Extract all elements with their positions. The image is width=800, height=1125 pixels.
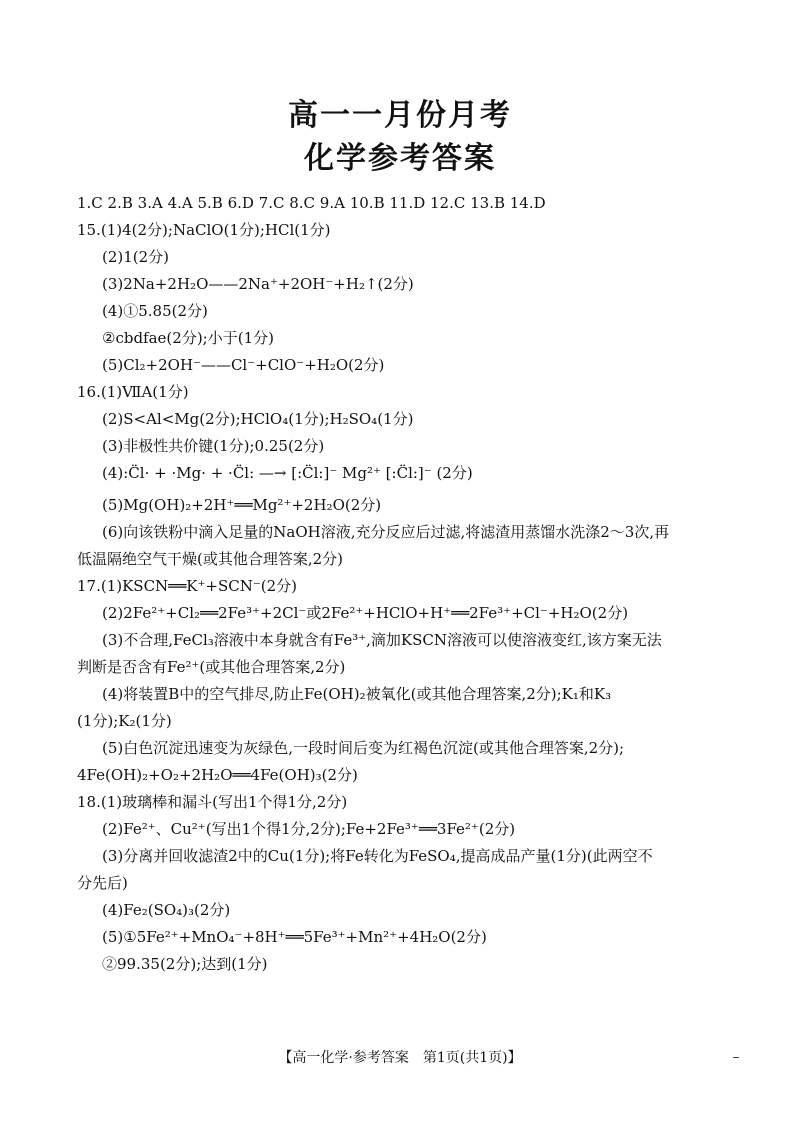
answer-line: ②cbdfae(2分);小于(1分) — [102, 329, 274, 347]
answer-line: 17.(1)KSCN══K⁺+SCN⁻(2分) — [77, 577, 297, 595]
answer-line: (4)①5.85(2分) — [102, 302, 208, 320]
answer-line: 1.C 2.B 3.A 4.A 5.B 6.D 7.C 8.C 9.A 10.B 11.D 12.C 13.B 14.D — [77, 194, 546, 212]
answer-line: (5)Mg(OH)₂+2H⁺══Mg²⁺+2H₂O(2分) — [102, 496, 382, 514]
answer-line: 4Fe(OH)₂+O₂+2H₂O══4Fe(OH)₃(2分) — [77, 766, 358, 784]
answer-line: (4):C̈l· + ·Mg· + ·C̈l: —→ [:C̈l:]⁻ Mg²⁺ [:C̈l:]⁻ (2分) — [102, 464, 473, 482]
answer-line: (1分);K₂(1分) — [77, 712, 172, 730]
page-footer: 【高一化学·参考答案 第1页(共1页)】 — [278, 1050, 522, 1066]
answer-line: (2)2Fe²⁺+Cl₂══2Fe³⁺+2Cl⁻或2Fe²⁺+HClO+H⁺══2Fe³⁺+Cl⁻+H₂O(2分) — [102, 604, 629, 622]
answer-line: (2)Fe²⁺、Cu²⁺(写出1个得1分,2分);Fe+2Fe³⁺══3Fe²⁺(2分) — [102, 820, 516, 838]
answer-line: 判断是否含有Fe²⁺(或其他合理答案,2分) — [77, 658, 346, 676]
answer-line: 18.(1)玻璃棒和漏斗(写出1个得1分,2分) — [77, 793, 348, 811]
answer-line: (4)Fe₂(SO₄)₃(2分) — [102, 901, 231, 919]
answer-line: (3)不合理,FeCl₃溶液中本身就含有Fe³⁺,滴加KSCN溶液可以使溶液变红,该方案无法 — [102, 631, 662, 649]
answer-line: (3)非极性共价键(1分);0.25(2分) — [102, 437, 325, 455]
page-title-line2: 化学参考答案 — [304, 141, 496, 176]
answer-line: (5)①5Fe²⁺+MnO₄⁻+8H⁺══5Fe³⁺+Mn²⁺+4H₂O(2分) — [102, 928, 487, 946]
corner-mark — [733, 1057, 739, 1058]
answer-line: ②99.35(2分);达到(1分) — [102, 955, 268, 973]
answer-line: 分先后) — [77, 874, 128, 892]
answer-line: (3)2Na+2H₂O——2Na⁺+2OH⁻+H₂↑(2分) — [102, 275, 414, 293]
answer-line: (6)向该铁粉中滴入足量的NaOH溶液,充分反应后过滤,将滤渣用蒸馏水洗涤2～3次,再 — [102, 523, 670, 541]
page-title-line1: 高一一月份月考 — [288, 98, 512, 133]
answer-line: (2)S<Al<Mg(2分);HClO₄(1分);H₂SO₄(1分) — [102, 410, 414, 428]
answer-line: (5)白色沉淀迅速变为灰绿色,一段时间后变为红褐色沉淀(或其他合理答案,2分); — [102, 739, 625, 757]
answer-line: (3)分离并回收滤渣2中的Cu(1分);将Fe转化为FeSO₄,提高成品产量(1分)(此两空不 — [102, 847, 653, 865]
answer-line: 16.(1)ⅦA(1分) — [77, 383, 189, 401]
answer-line: (5)Cl₂+2OH⁻——Cl⁻+ClO⁻+H₂O(2分) — [102, 356, 385, 374]
answer-line: (4)将装置B中的空气排尽,防止Fe(OH)₂被氧化(或其他合理答案,2分);K₁和K₃ — [102, 685, 612, 703]
answer-line: 低温隔绝空气干燥(或其他合理答案,2分) — [77, 550, 344, 568]
answer-line: (2)1(2分) — [102, 248, 170, 266]
answer-line: 15.(1)4(2分);NaClO(1分);HCl(1分) — [77, 221, 331, 239]
